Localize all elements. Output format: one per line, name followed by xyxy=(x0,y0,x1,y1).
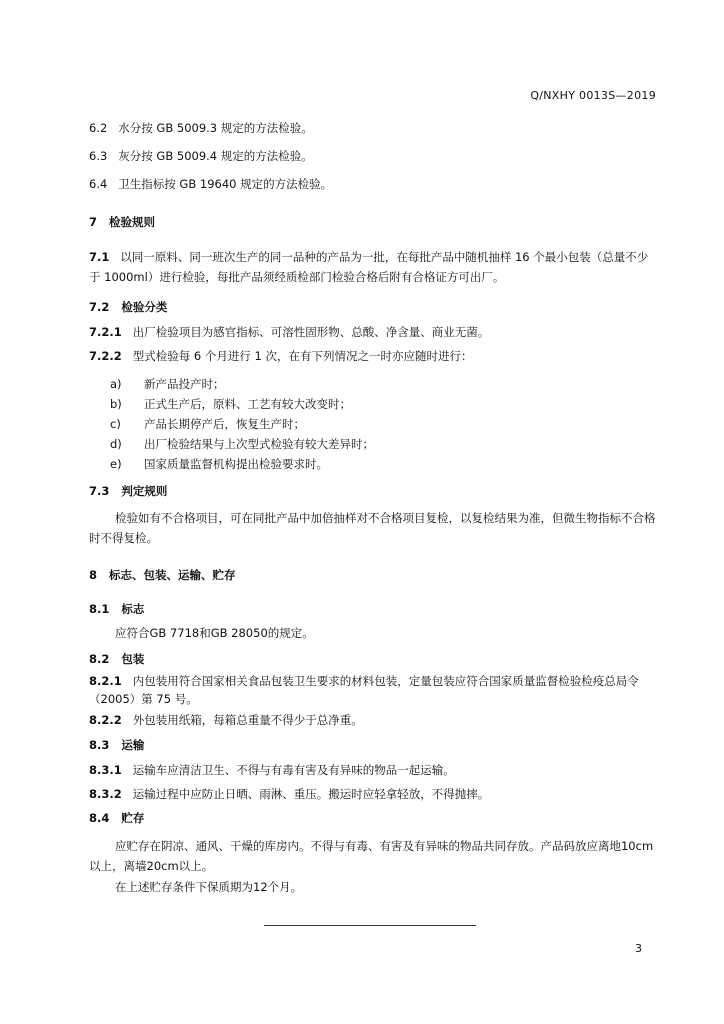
clause-number: 6.2 xyxy=(89,121,108,135)
list-item: a) 新产品投产时； xyxy=(110,377,225,391)
clause-7-2-heading xyxy=(89,299,167,315)
clause-text: 卫生指标按 GB 19640 规定的方法检验。 xyxy=(118,177,333,191)
clause-number: 8.2 xyxy=(89,652,110,666)
clause-number: 7.2.1 xyxy=(89,325,122,339)
clause-8-2-2 xyxy=(89,712,363,728)
clause-number: 8.2.1 xyxy=(89,674,122,688)
clause-7-3-text: 检验如有不合格项目，可在同批产品中加倍抽样对不合格项目复检，以复检结果为准，但微生物指标不合格时不得复检。 xyxy=(89,511,656,545)
clause-text: 外包装用纸箱，每箱总重量不得少于总净重。 xyxy=(132,713,363,727)
section-7-heading xyxy=(89,214,155,230)
clause-number: 7.2.2 xyxy=(89,349,122,363)
list-item: d) 出厂检验结果与上次型式检验有较大差异时； xyxy=(110,437,374,451)
clause-8-4-heading xyxy=(89,810,144,826)
list-item: c) 产品长期停产后，恢复生产时； xyxy=(110,417,305,431)
clause-text: 灰分按 GB 5009.4 规定的方法检验。 xyxy=(118,149,313,163)
clause-8-3-heading xyxy=(89,737,144,753)
clause-number: 6.3 xyxy=(89,149,108,163)
clause-text: 运输过程中应防止日晒、雨淋、重压。搬运时应轻拿轻放，不得抛摔。 xyxy=(132,787,490,801)
clause-title: 判定规则 xyxy=(121,484,168,498)
clause-number: 6.4 xyxy=(89,177,108,191)
clause-6-3 xyxy=(89,148,313,164)
clause-text: 出厂检验项目为感官指标、可溶性固形物、总酸、净含量、商业无菌。 xyxy=(132,325,490,339)
clause-number: 8.3.1 xyxy=(89,763,122,777)
clause-number: 7.2 xyxy=(89,300,110,314)
list-item: e) 国家质量监督机构提出检验要求时。 xyxy=(110,457,328,471)
clause-number: 8.2.2 xyxy=(89,713,122,727)
clause-8-1-text: 应符合GB 7718和GB 28050的规定。 xyxy=(115,626,314,640)
clause-text: 水分按 GB 5009.3 规定的方法检验。 xyxy=(118,121,313,135)
clause-8-2-1 xyxy=(89,672,659,708)
section-title: 检验规则 xyxy=(109,215,156,229)
clause-8-4-shelf-life: 在上述贮存条件下保质期为12个月。 xyxy=(115,880,303,894)
section-number: 8 xyxy=(89,568,98,582)
clause-8-2-heading xyxy=(89,651,144,667)
list-item: b) 正式生产后，原料、工艺有较大改变时； xyxy=(110,397,351,411)
clause-number: 8.3 xyxy=(89,738,110,752)
clause-number: 8.3.2 xyxy=(89,787,122,801)
clause-number: 8.4 xyxy=(89,811,110,825)
clause-number: 7.1 xyxy=(89,250,110,264)
page-number: 3 xyxy=(635,942,642,955)
clause-text: 运输车应清洁卫生、不得与有毒有害及有异味的物品一起运输。 xyxy=(132,763,455,777)
clause-number: 7.3 xyxy=(89,484,110,498)
clause-8-1-heading xyxy=(89,601,144,617)
clause-text: 以同一原料、同一班次生产的同一品种的产品为一批，在每批产品中随机抽样 16 个最小包装（总量不少于 1000ml）进行检验，每批产品须经质检部门检验合格后附有合格证方可出厂。 xyxy=(89,250,649,284)
clause-title: 贮存 xyxy=(121,811,145,825)
clause-8-4-text: 应贮存在阴凉、通风、干燥的库房内。不得与有毒、有害及有异味的物品共同存放。产品码放应离地10cm以上，离墙20cm以上。 xyxy=(89,839,654,873)
clause-text: 内包装用符合国家相关食品包装卫生要求的材料包装，定量包装应符合国家质量监督检验检疫总局令（2005）第 75 号。 xyxy=(89,674,639,706)
clause-title: 包装 xyxy=(121,652,145,666)
clause-title: 标志 xyxy=(121,602,145,616)
clause-7-2-2 xyxy=(89,348,472,364)
end-divider xyxy=(264,925,476,926)
clause-7-1 xyxy=(89,247,659,287)
clause-6-4 xyxy=(89,176,332,192)
section-8-heading xyxy=(89,567,236,583)
clause-title: 运输 xyxy=(121,738,145,752)
clause-title: 检验分类 xyxy=(121,300,168,314)
clause-number: 8.1 xyxy=(89,602,110,616)
document-code: Q/NXHY 0013S—2019 xyxy=(530,89,656,102)
clause-6-2 xyxy=(89,120,313,136)
section-title: 标志、包装、运输、贮存 xyxy=(109,568,236,582)
section-number: 7 xyxy=(89,215,98,229)
clause-8-3-1 xyxy=(89,762,455,778)
clause-text: 型式检验每 6 个月进行 1 次，在有下列情况之一时亦应随时进行： xyxy=(132,349,473,363)
clause-7-3-heading xyxy=(89,483,167,499)
clause-7-2-1 xyxy=(89,324,489,340)
clause-8-3-2 xyxy=(89,786,489,802)
